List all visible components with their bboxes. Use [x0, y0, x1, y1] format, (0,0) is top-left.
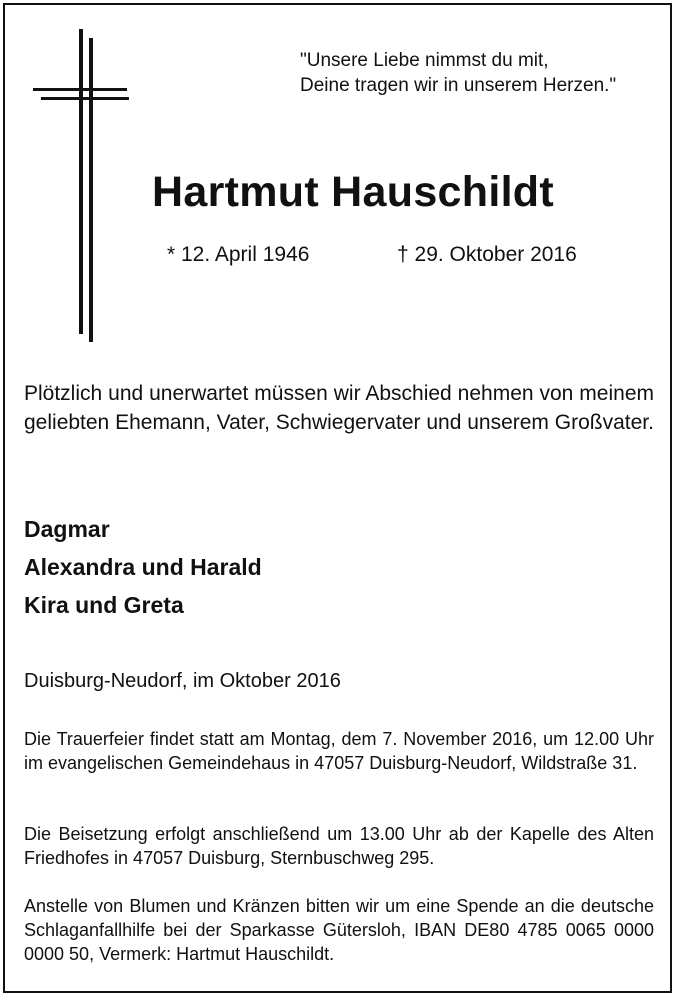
burial-info: Die Beisetzung erfolgt anschließend um 13.00 Uhr ab der Kapelle des Alten Friedhofes in 47057 Duisburg, Sternbuschweg 295.: [24, 824, 654, 868]
death-date: † 29. Oktober 2016: [397, 243, 577, 266]
cross-horizontal-bar: [33, 88, 127, 91]
cross-horizontal-bar-shadow: [41, 97, 129, 100]
quote-line-1: "Unsere Liebe nimmst du mit,: [300, 50, 549, 71]
cross-vertical-bar-shadow: [89, 38, 93, 342]
mourner-name: Dagmar: [24, 516, 110, 542]
announcement-text: Plötzlich und unerwartet müssen wir Abschied nehmen von meinem geliebten Ehemann, Vater, Schwiegervater und unserem Großvater.: [24, 382, 654, 434]
birth-date: * 12. April 1946: [167, 243, 310, 266]
cross-vertical-bar: [79, 29, 83, 334]
funeral-service-info: Die Trauerfeier findet statt am Montag, dem 7. November 2016, um 12.00 Uhr im evangelischen Gemeindehaus in 47057 Duisburg-Neudorf, Wildstraße 31.: [24, 729, 654, 773]
mourner-name: Alexandra und Harald: [24, 554, 262, 580]
place-and-date: Duisburg-Neudorf, im Oktober 2016: [24, 670, 341, 692]
deceased-name: Hartmut Hauschildt: [152, 168, 554, 216]
mourners-list: [24, 510, 262, 624]
quote-line-2: Deine tragen wir in unserem Herzen.": [300, 75, 617, 96]
mourner-name: Kira und Greta: [24, 592, 184, 618]
memorial-quote: [300, 48, 616, 98]
donation-request: Anstelle von Blumen und Kränzen bitten wir um eine Spende an die deutsche Schlaganfallhilfe bei der Sparkasse Gütersloh, IBAN DE80 4785 0065 0000 0000 50, Vermerk: Hartmut Hauschildt.: [24, 896, 654, 964]
